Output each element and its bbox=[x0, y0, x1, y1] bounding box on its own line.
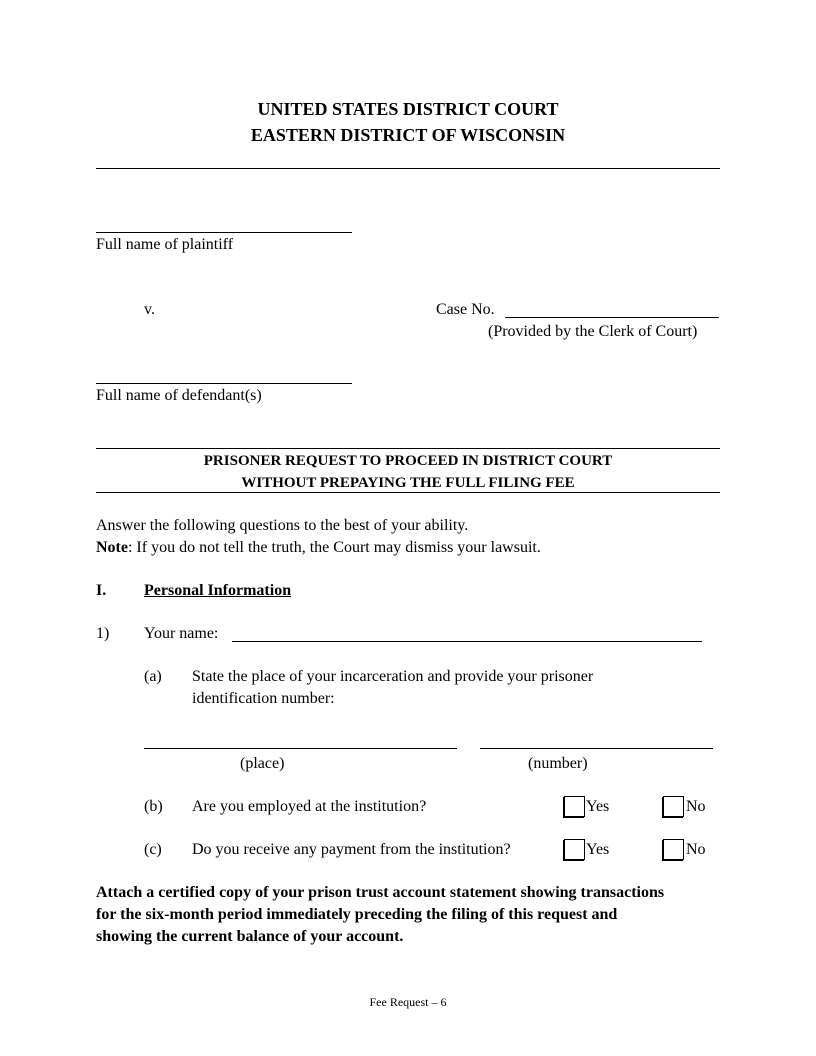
place-field[interactable] bbox=[144, 748, 457, 749]
your-name-field[interactable] bbox=[232, 641, 702, 642]
employed-no-label: No bbox=[686, 798, 706, 815]
versus-label: v. bbox=[144, 301, 155, 318]
plaintiff-name-field[interactable] bbox=[96, 232, 352, 233]
sub-b-text: Are you employed at the institution? bbox=[192, 798, 427, 815]
attach-line1: Attach a certified copy of your prison trust account statement showing transactions bbox=[96, 884, 665, 901]
sub-a-text-line1: State the place of your incarceration and provide your prisoner bbox=[192, 668, 594, 685]
payment-no-checkbox[interactable] bbox=[663, 839, 684, 860]
number-label: (number) bbox=[528, 755, 588, 772]
question1-number: 1) bbox=[96, 625, 110, 642]
header-divider bbox=[96, 168, 720, 169]
attach-line2: for the six-month period immediately preceding the filing of this request and bbox=[96, 906, 618, 923]
employed-no-checkbox[interactable] bbox=[663, 796, 684, 817]
question1-label: Your name: bbox=[144, 625, 219, 642]
form-title-line1: PRISONER REQUEST TO PROCEED IN DISTRICT COURT bbox=[203, 453, 613, 469]
defendant-label: Full name of defendant(s) bbox=[96, 387, 262, 404]
section-title: Personal Information bbox=[144, 582, 292, 599]
plaintiff-label: Full name of plaintiff bbox=[96, 236, 234, 253]
case-no-field[interactable] bbox=[505, 317, 719, 318]
payment-yes-checkbox[interactable] bbox=[564, 839, 585, 860]
form-title-line2: WITHOUT PREPAYING THE FULL FILING FEE bbox=[241, 475, 575, 491]
title-top-rule bbox=[96, 448, 720, 449]
page-footer: Fee Request – 6 bbox=[369, 995, 447, 1009]
employed-yes-checkbox[interactable] bbox=[564, 796, 585, 817]
sub-b-letter: (b) bbox=[144, 798, 163, 815]
instructions-note bbox=[96, 538, 541, 558]
note-label: Note bbox=[96, 539, 128, 556]
sub-c-text: Do you receive any payment from the institution? bbox=[192, 841, 511, 858]
sub-a-letter: (a) bbox=[144, 668, 162, 685]
place-label: (place) bbox=[240, 755, 285, 772]
payment-yes-label: Yes bbox=[586, 841, 610, 858]
sub-a-text-line2: identification number: bbox=[192, 690, 335, 707]
sub-c-letter: (c) bbox=[144, 841, 162, 858]
court-name: UNITED STATES DISTRICT COURT bbox=[257, 99, 559, 119]
attach-line3: showing the current balance of your account. bbox=[96, 928, 404, 945]
case-no-note: (Provided by the Clerk of Court) bbox=[488, 323, 698, 340]
employed-yes-label: Yes bbox=[586, 798, 610, 815]
defendant-name-field[interactable] bbox=[96, 383, 352, 384]
prisoner-number-field[interactable] bbox=[480, 748, 713, 749]
instructions-line1: Answer the following questions to the best of your ability. bbox=[96, 517, 469, 534]
district-name: EASTERN DISTRICT OF WISCONSIN bbox=[250, 125, 566, 145]
section-number: I. bbox=[96, 582, 107, 599]
case-no-label: Case No. bbox=[436, 301, 495, 318]
note-text: : If you do not tell the truth, the Court may dismiss your lawsuit. bbox=[127, 539, 541, 556]
payment-no-label: No bbox=[686, 841, 706, 858]
title-bottom-rule bbox=[96, 492, 720, 493]
